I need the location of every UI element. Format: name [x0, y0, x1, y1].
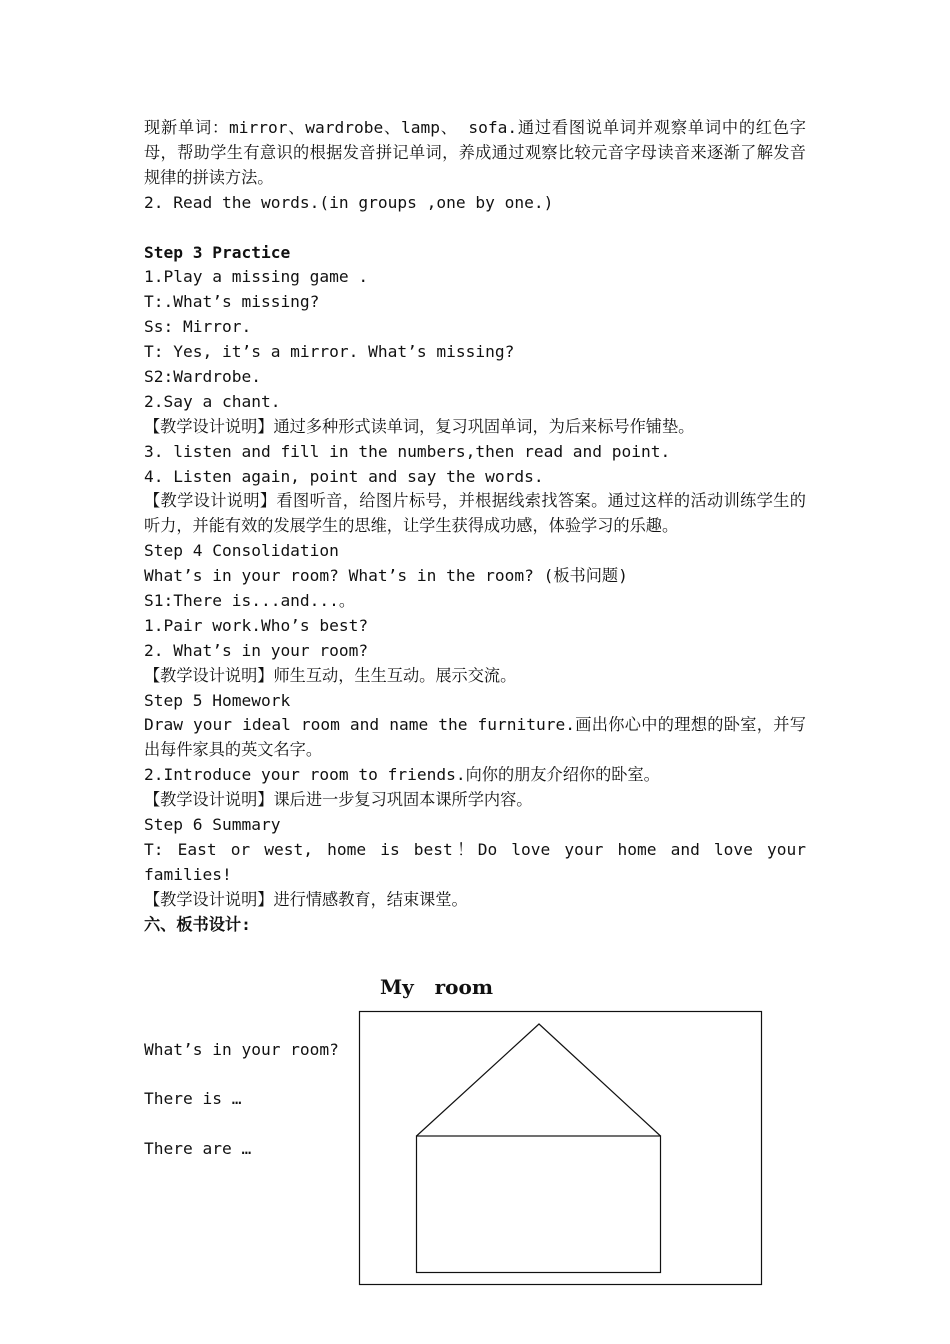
- board-there-are: There are …: [144, 1139, 252, 1158]
- design-note-1: 【教学设计说明】通过多种形式读单词，复习巩固单词，为后来标号作铺垫。: [144, 416, 695, 436]
- board-question: What’s in your room?: [144, 1040, 339, 1059]
- line-s2-answer: S2:Wardrobe.: [144, 366, 261, 386]
- house-roof: [417, 1024, 661, 1136]
- line-say-chant: 2.Say a chant.: [144, 391, 281, 411]
- line-teacher-question: T:.What’s missing?: [144, 292, 320, 312]
- line-introduce-room: 2.Introduce your room to friends.向你的朋友介绍你的卧室。: [144, 765, 660, 785]
- design-note-5: 【教学设计说明】进行情感教育，结束课堂。: [144, 889, 468, 909]
- heading-board-design: 六、板书设计:: [144, 914, 251, 934]
- line-teacher-reply: T: Yes, it’s a mirror. What’s missing?: [144, 342, 515, 362]
- design-note-2: 【教学设计说明】看图听音，给图片标号，并根据线索找答案。通过这样的活动训练学生的听力，并能有效的发展学生的思维，让学生获得成功感，体验学习的乐趣。: [144, 491, 806, 536]
- house-body: [417, 1136, 661, 1273]
- heading-step-4: Step 4 Consolidation: [144, 541, 339, 561]
- paragraph-summary: T: East or west, home is best！Do love your home and love your families!: [144, 839, 806, 884]
- board-title: My room: [380, 975, 494, 999]
- line-missing-game: 1.Play a missing game .: [144, 267, 369, 287]
- board-there-is: There is …: [144, 1089, 242, 1108]
- design-note-3: 【教学设计说明】师生互动，生生互动。展示交流。: [144, 665, 517, 685]
- board-outer-frame: [360, 1012, 762, 1285]
- line-room-questions: What’s in your room? What’s in the room? (板书问题): [144, 566, 628, 586]
- line-read-words: 2. Read the words.(in groups ,one by one.): [144, 192, 554, 212]
- line-listen-again: 4. Listen again, point and say the words.: [144, 466, 544, 486]
- line-pair-work: 1.Pair work.Who’s best?: [144, 615, 369, 635]
- heading-step-5: Step 5 Homework: [144, 690, 291, 710]
- paragraph-new-words: 现新单词：mirror、wardrobe、lamp、 sofa.通过看图说单词并观察单词中的红色字母，帮助学生有意识的根据发音拼记单词，养成通过观察比较元音字母读音来逐渐了解发音规律的拼读方法。: [144, 118, 806, 187]
- paragraph-homework-draw: Draw your ideal room and name the furniture.画出你心中的理想的卧室，并写出每件家具的英文名字。: [144, 715, 806, 760]
- line-whats-in-room: 2. What’s in your room?: [144, 640, 369, 660]
- line-s1-there-is: S1:There is...and...。: [144, 591, 356, 610]
- line-listen-fill: 3. listen and fill in the numbers,then read and point.: [144, 441, 671, 461]
- line-students-answer: Ss: Mirror.: [144, 317, 252, 337]
- design-note-4: 【教学设计说明】课后进一步复习巩固本课所学内容。: [144, 790, 533, 810]
- heading-step-3: Step 3 Practice: [144, 242, 291, 262]
- heading-step-6: Step 6 Summary: [144, 815, 281, 835]
